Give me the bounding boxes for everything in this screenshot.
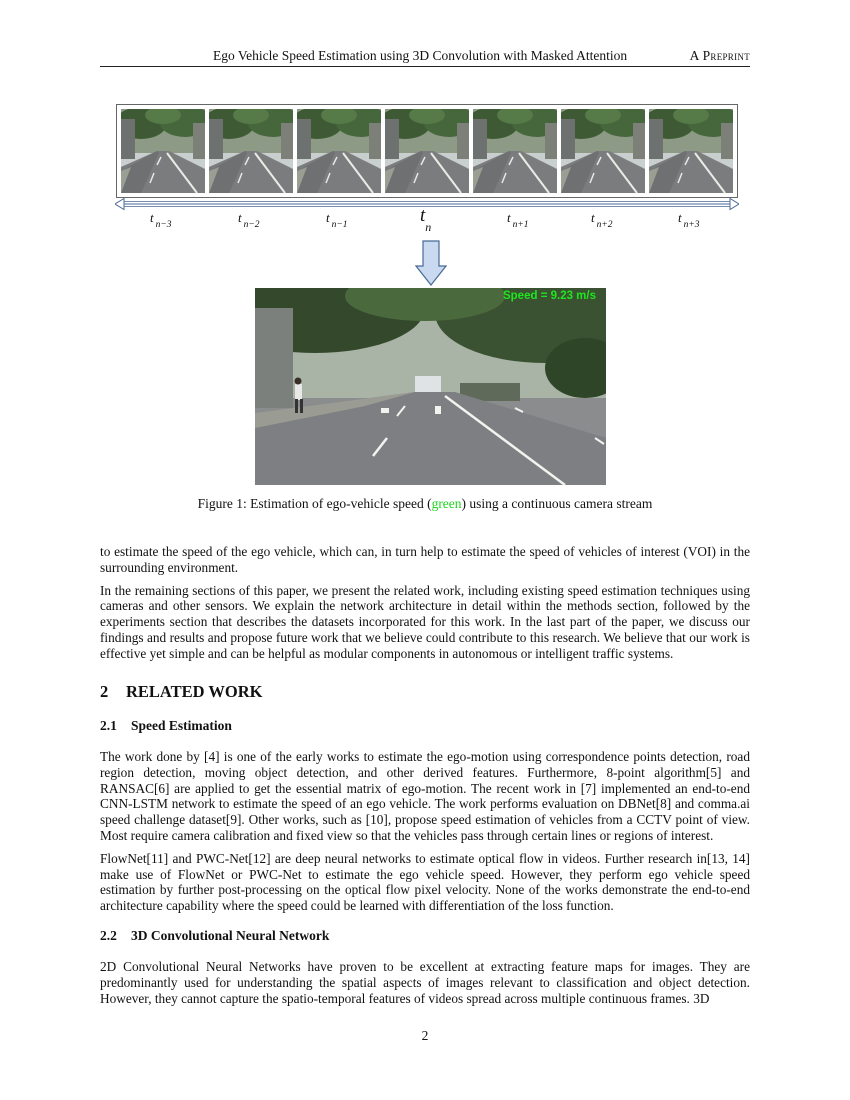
down-arrow-icon: [415, 240, 447, 286]
paragraph: FlowNet[11] and PWC-Net[12] are deep neural networks to estimate optical flow in videos. Further research in[13, 14] make use of FlowNet or PWC-Net to estimate the ego vehicle speed. However, they perform ego vehicle speed estimation by further post-processing on the optical flow pixel velocity. None of the works demonstrate the end-to-end architecture capability where the speed could be learned with differentiation of the loss function.: [100, 850, 750, 914]
intro-text: [100, 544, 750, 669]
header-tag: A Preprint: [689, 48, 750, 63]
running-header: [100, 48, 750, 67]
video-frame: [649, 109, 733, 193]
subsection-heading: 2.1 Speed Estimation: [100, 718, 232, 733]
time-label: t $_{n-2}$: [238, 210, 260, 230]
video-frame: [473, 109, 557, 193]
time-label: t $_{n+3}$: [678, 210, 700, 230]
caption-green-word: green: [431, 496, 462, 511]
video-frame: [385, 109, 469, 193]
video-frame: [209, 109, 293, 193]
paragraph: The work done by [4] is one of the early works to estimate the ego-motion using correspondence points detection, road region detection, moving object detection, and other derived features. Furthermore, 8-point algorithm[5] and RANSAC[6] are applied to get the essential matrix of ego-motion. The recent work in [7] implemented an end-to-end CNN-LSTM network to estimate the speed of an ego vehicle. The work performs evaluation on DBNet[8] and comma.ai speed challenge dataset[9]. Other works, such as [10], propose speed estimation of vehicles from a CCTV point of view. Most require camera calibration and fixed view so that the vehicles pass through certain lines or regions of interest.: [100, 749, 750, 843]
header-title: Ego Vehicle Speed Estimation using 3D Convolution with Masked Attention: [213, 48, 628, 63]
time-label: t $_{n+2}$: [591, 210, 613, 230]
section-heading: 2 RELATED WORK: [100, 682, 263, 701]
paragraph: 2D Convolutional Neural Networks have proven to be excellent at extracting feature maps for images. They are predominantly used for understanding the spatial aspects of images relevant to classification and object detection. However, they cannot capture the spatio-temporal features of videos spread across multiple continuous frames. 3D: [100, 959, 750, 1006]
video-frame: [121, 109, 205, 193]
time-label-current: $t_n$: [420, 205, 432, 234]
video-frame: [297, 109, 381, 193]
time-label: t $_{n-3}$: [150, 210, 172, 230]
subsection-heading: 2.2 3D Convolutional Neural Network: [100, 928, 330, 943]
figure-caption: Figure 1: Estimation of ego-vehicle speed (green) using a continuous camera stream: [197, 496, 653, 511]
frame-strip: [116, 104, 738, 198]
video-frame: [561, 109, 645, 193]
subsection-text: [100, 749, 750, 921]
time-label: t $_{n-1}$: [326, 210, 348, 230]
subsection-text: [100, 959, 750, 1013]
time-label: t $_{n+1}$: [507, 210, 529, 230]
page-number: 2: [421, 1028, 429, 1043]
speed-overlay: Speed = 9.23 m/s: [502, 290, 596, 302]
main-road-image: [255, 288, 606, 485]
paragraph: In the remaining sections of this paper, we present the related work, including existing speed estimation techniques using cameras and other sensors. We explain the network architecture in detail within the methods section, followed by the experiments section that describes the datasets incorporated for this work. In the last part of the paper, we discuss our findings and results and propose future work that we believe could contribute to this research. We believe that our work is effective yet simple and can be helpful as modular components in autonomous or intelligent traffic systems.: [100, 582, 750, 661]
paragraph: to estimate the speed of the ego vehicle, which can, in turn help to estimate the speed of vehicles of interest (VOI) in the surrounding environment.: [100, 544, 750, 575]
